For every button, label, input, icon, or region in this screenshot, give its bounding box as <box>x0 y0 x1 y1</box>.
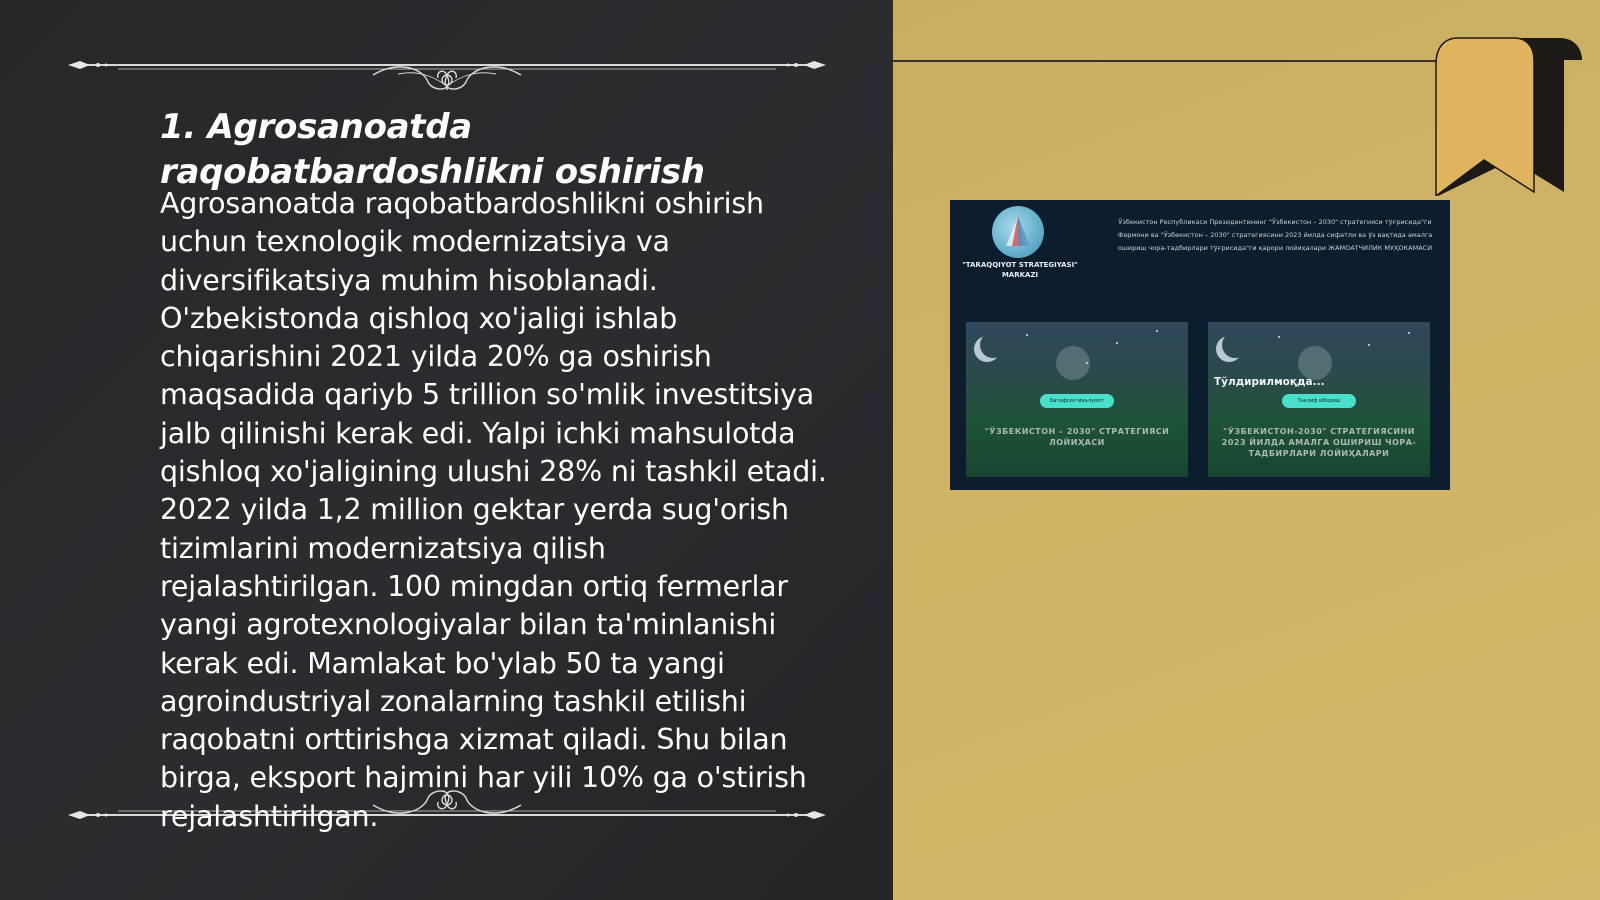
crescent-moon-icon <box>1222 332 1248 358</box>
crescent-moon-icon <box>980 332 1006 358</box>
slide-body-text: Agrosanoatda raqobatbardoshlikni oshirish uchun texnologik modernizatsiya va diversifikatsiya muhim hisoblanadi. O'zbekistonda qishloq xo'jaligi ishlab chiqarishini 2021 yilda 20% ga oshirish maqsadida qariyb 5 trillion so'mlik investitsiya jalb qilinishi kerak edi. Yalpi ichki mahsulotda qishloq xo'jaligining ulushi 28% ni tashkil etadi. 2022 yilda 1,2 million gektar yerda sug'orish tizimlarini modernizatsiya qilish rejalashtirilgan. 100 mingdan ortiq fermerlar yangi agrotexnologiyalar bilan ta'minlanishi kerak edi. Mamlakat bo'ylab 50 ta yangi agroindustriyal zonalarning tashkil etilishi raqobatni orttirishga xizmat qiladi. Shu bilan birga, eksport hajmini har yili 10% ga o'stirish rejalashtirilgan. <box>160 187 827 833</box>
logo-caption: "TARAQQIYOT STRATEGIYASI" MARKAZI <box>962 261 1078 279</box>
divider-line <box>893 60 1438 62</box>
moon-glow <box>1298 346 1332 380</box>
card-title: "ЎЗБЕКИСТОН – 2030" СТРАТЕГИЯСИ ЛОЙИҲАСИ <box>984 427 1170 447</box>
website-card <box>966 322 1188 477</box>
card-overlay-text: Тўлдирилмоқда... <box>1214 376 1325 388</box>
moon-glow <box>1056 346 1090 380</box>
card-button: Батафсил маълумот <box>1040 394 1114 408</box>
strategy-center-logo-icon <box>992 206 1044 258</box>
bookmark-ribbon-icon <box>1434 36 1584 196</box>
embedded-website-image <box>950 200 1450 490</box>
card-button: Таклиф юбориш <box>1282 394 1356 408</box>
card-title: "ЎЗБЕКИСТОН-2030" СТРАТЕГИЯСИНИ 2023 ЙИЛДА АМАЛГА ОШИРИШ ЧОРА-ТАДБИРЛАРИ ЛОЙИҲАЛАРИ <box>1221 427 1417 458</box>
website-card <box>1208 322 1430 477</box>
website-header-text: Ўзбекистон Республикаси Президентининг "Ўзбекистон – 2030" стратегияси тўғрисида"ги Фармони ва "Ўзбекистон – 2030" стратегиясини 2023 йилда сифатли ва ўз вақтида амалга ошириш чора-тадбирлари тўғрисида"ги қарори лойиҳалари ЖАМОАТЧИЛИК МУҲОКАМАСИ <box>1117 218 1433 252</box>
slide-title: 1. Agrosanoatda raqobatbardoshlikni oshirish <box>160 107 705 192</box>
top-ornament <box>68 40 826 90</box>
